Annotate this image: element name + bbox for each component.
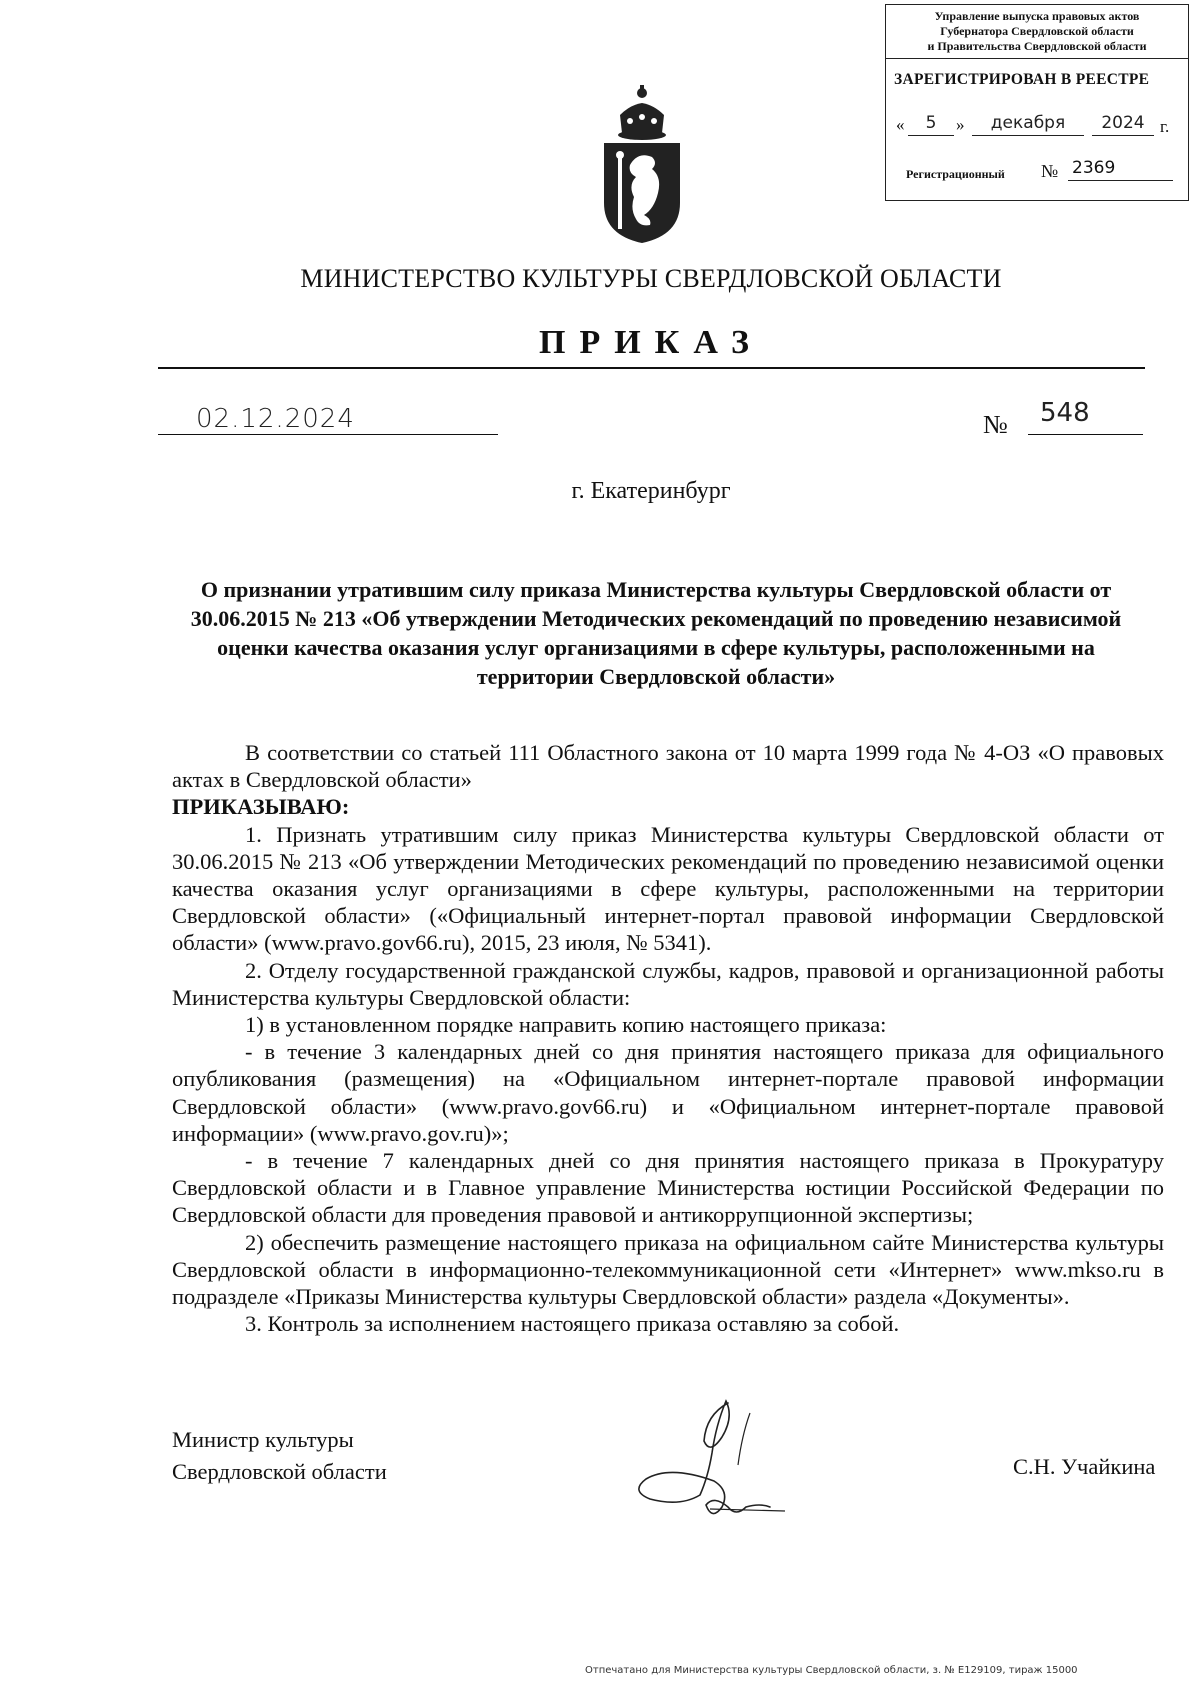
position-line: Свердловской области bbox=[172, 1459, 387, 1484]
header-rule bbox=[158, 367, 1145, 369]
stamp-header-line: и Правительства Свердловской области bbox=[927, 39, 1147, 53]
position-line: Министр культуры bbox=[172, 1427, 354, 1452]
body-paragraph: - в течение 3 календарных дней со дня принятия настоящего приказа для официального опубликования (размещения) на «Официальном интернет-портале правовой информации Свердловской области» (www.pravo.gov66.ru) и «Официальном интернет-портале правовой информации» (www.pravo.gov.ru)»; bbox=[172, 1039, 1164, 1146]
stamp-reg-number bbox=[906, 157, 1186, 187]
ministry-name: МИНИСТЕРСТВО КУЛЬТУРЫ СВЕРДЛОВСКОЙ ОБЛАСТИ bbox=[300, 264, 1002, 293]
order-number: 548 bbox=[1040, 398, 1090, 428]
order-title: О признании утратившим силу приказа Министерства культуры Свердловской области от 30.06.2015 № 213 «Об утверждении Методических рекомендаций по проведению независимой оценки качества оказания услуг организациями в сфере культуры, расположенными на территории Свердловской области» bbox=[190, 577, 1122, 689]
signatory-name: С.Н. Учайкина bbox=[1013, 1454, 1156, 1479]
date-line bbox=[158, 434, 498, 435]
body-paragraph: 2. Отделу государственной гражданской службы, кадров, правовой и организационной работы Министерства культуры Свердловской области: bbox=[172, 957, 1164, 1010]
coat-of-arms-icon bbox=[600, 85, 684, 243]
stamp-reg-value: 2369 bbox=[1068, 157, 1173, 181]
stamp-header-line: Управление выпуска правовых актов bbox=[934, 9, 1140, 23]
stamp-year-suffix: г. bbox=[1160, 117, 1170, 136]
number-sign: № bbox=[983, 410, 1008, 439]
order-date: 02.12.2024 bbox=[196, 404, 355, 434]
number-line bbox=[1028, 434, 1143, 435]
body-paragraph: - в течение 7 календарных дней со дня принятия настоящего приказа в Прокуратуру Свердловской области и в Главное управление Министерства юстиции Российской Федерации по Свердловской области для проведения правовой и антикоррупционной экспертизы; bbox=[172, 1148, 1164, 1228]
print-footer: Отпечатано для Министерства культуры Свердловской области, з. № Е129109, тираж 15000 bbox=[585, 1665, 1078, 1676]
stamp-quote-close: » bbox=[956, 115, 965, 134]
stamp-no-sign: № bbox=[1041, 161, 1059, 181]
city: г. Екатеринбург bbox=[571, 478, 731, 504]
stamp-month: декабря bbox=[972, 113, 1084, 136]
order-body bbox=[172, 739, 1164, 1337]
stamp-header bbox=[886, 5, 1188, 59]
stamp-day: 5 bbox=[908, 113, 954, 136]
body-paragraph: 3. Контроль за исполнением настоящего приказа оставляю за собой. bbox=[245, 1311, 900, 1337]
stamp-date bbox=[894, 113, 1184, 141]
signatory-position bbox=[172, 1424, 387, 1488]
stamp-quote-open: « bbox=[896, 115, 905, 134]
stamp-registered-label: ЗАРЕГИСТРИРОВАН В РЕЕСТРЕ bbox=[894, 71, 1150, 88]
stamp-header-line: Губернатора Свердловской области bbox=[940, 24, 1134, 38]
stamp-year: 2024 bbox=[1092, 113, 1154, 136]
order-directive: ПРИКАЗЫВАЮ: bbox=[172, 794, 350, 820]
body-paragraph: 2) обеспечить размещение настоящего приказа на официальном сайте Министерства культуры Свердловской области в информационно-телекоммуникационной сети «Интернет» www.mkso.ru в подразделе «Приказы Министерства культуры Свердловской области» раздела «Документы». bbox=[172, 1229, 1164, 1310]
document-type: ПРИКАЗ bbox=[539, 324, 763, 361]
body-paragraph: 1) в установленном порядке направить копию настоящего приказа: bbox=[245, 1012, 887, 1038]
handwritten-signature bbox=[610, 1395, 810, 1535]
registration-stamp bbox=[885, 4, 1189, 201]
stamp-reg-label: Регистрационный bbox=[906, 167, 1005, 181]
body-paragraph: 1. Признать утратившим силу приказ Министерства культуры Свердловской области от 30.06.2015 № 213 «Об утверждении Методических рекомендаций по проведению независимой оценки качества оказания услуг организациями в сфере культуры, расположенными на территории Свердловской области» («Официальный интернет-портал правовой информации Свердловской области» (www.pravo.gov66.ru), 2015, 23 июля, № 5341). bbox=[172, 821, 1164, 956]
body-paragraph: В соответствии со статьей 111 Областного закона от 10 марта 1999 года № 4-ОЗ «О правовых актах в Свердловской области» bbox=[172, 740, 1164, 793]
